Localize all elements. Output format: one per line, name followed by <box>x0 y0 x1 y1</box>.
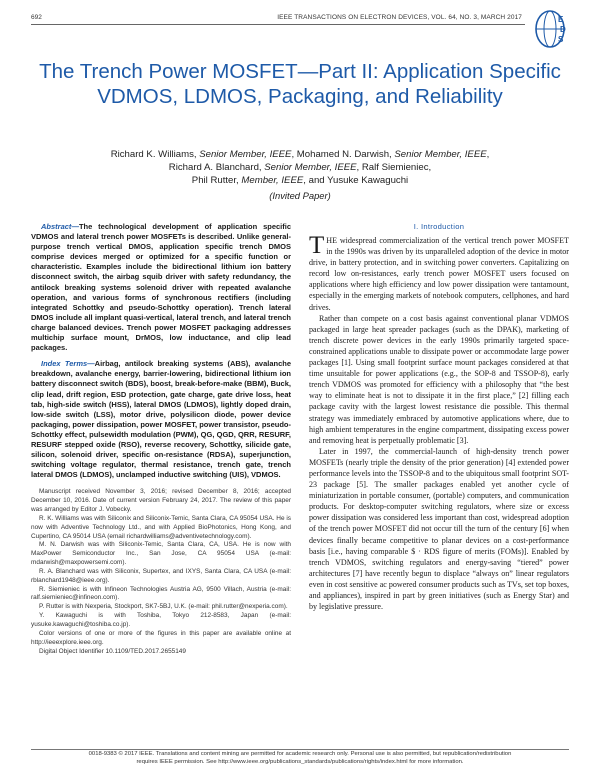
invited-paper-label: (Invited Paper) <box>269 190 331 201</box>
footnote: R. Siemieniec is with Infineon Technologies Austria AG, 9500 Villach, Austria (e-mail: ralf.siemieniec@infineon.com). <box>31 585 291 602</box>
header-rule <box>31 24 525 25</box>
index-terms-text: Airbag, antilock breaking systems (ABS), avalanche breakdown, avalanche energy, barrier-lowering, bidirectional lithium ion battery disconnect switch (BDS), boost, break-before-make (BBM), Buck, clip lead, drift region, ESD protection, gate charge, gate drive loss, heat tab, high-side switch (HSS), lateral DMOS (LDMOS), lightly doped drain, low-side switch (LSS), motor drive, polysilicon diode, power device packaging, power dissipation, power MOSFET, power transistor, pseudo-Schottky effect, pulsewidth modulation (PWM), QG, QGD, QRR, RESURF, RESURF stepped oxide (RSO), reverse recovery, Schottky, silicide gate, silicon, solenoid driver, specific on-resistance (RDSA), superjunction, switching voltage regulator, thermal resistance, trench gate, trench lateral DMOS (LDMOS), unclamped inductive switching (UIS), VDMOS. <box>31 359 291 480</box>
footer-rule <box>31 749 569 750</box>
footnote: R. A. Blanchard was with Siliconix, Supertex, and IXYS, Santa Clara, CA USA (e-mail: rblanchard1948@ieee.org). <box>31 567 291 584</box>
logo-letter-d: D <box>560 25 566 34</box>
footnote: Manuscript received November 3, 2016; revised December 8, 2016; accepted December 10, 2016. Date of current version February 24, 2017. The review of this paper was arranged by Editor J. Vobecky. <box>31 488 291 514</box>
paragraph-text: HE widespread commercialization of the vertical trench power MOSFET in the 1990s was driven by its unparalleled adoption of the device in motor drive, in battery protection, and in switching power converters. Capitalizing on record low on-resistances, early trench power MOSFET users focused on applications where high efficiency and low power dissipation were tantamount, especially in the emerging markets of notebook computers, cellphones, and hard drives. <box>309 236 569 312</box>
copyright-footer <box>31 751 569 767</box>
eds-logo-icon <box>532 8 572 50</box>
intro-paragraph-2: Rather than compete on a cost basis against conventional planar VDMOS packaged in large heat spreader packages (such as the DPAK), marketing of trench discrete power devices in the early 1990s primarily targeted space-constrained applications unable to dissipate power or accommodate large power packages [1]. Using small footprint surface mount packages considered at that time unsuitable for power applications (e.g., the SOP-8 and TSSOP-8), early trench VDMOS was promoted for efficiency with a philosophy that “the best way to eliminate heat is not to dissipate it in the first place,” [2] filling each package cavity with the largest lowest resistance die possible. This thermal strategy was immediately embraced by automotive applications where, due to high ambient temperatures in the engine compartment, dissipating excess power and removing heat is perpetually problematic [3]. <box>309 313 569 445</box>
journal-header: IEEE TRANSACTIONS ON ELECTRON DEVICES, VOL. 64, NO. 3, MARCH 2017 <box>277 14 522 21</box>
footnote: R. K. Williams was with Siliconix and Siliconix-Temic, Santa Clara, CA 95054 USA. He is now with Adventive Technology Ltd., and with Applied BioPhotonics, Hong Kong, and Cupertino, CA 95014 USA (email richardwilliams@adventivetechnology.com). <box>31 514 291 540</box>
abstract: Abstract—The technological development of application specific VDMOS and lateral trench power MOSFETs is described. Unlike general-purpose trench vertical DMOS, application specific trench DMOS comprise devices merged or optimized for a specific function or characteristic. Examples include the bidirectional lithium ion battery disconnect switch, the airbag squib driver with safety redundancy, the antilock breaking systems solenoid driver with repeated avalanche operation, and various forms of synchronous rectifiers (including integrated Schottky and pseudo-Schottky operation). Trench lateral DMOS include all implant quasi-vertical, lateral trench, and lateral trench charge balanced devices. Trench power MOSFET packaging addresses multichip surface mount, DrMOS, low inductance, and clip lead packages. <box>31 222 291 353</box>
logo-letter-s: S <box>558 35 564 44</box>
author-role: Senior Member, IEEE <box>264 162 357 173</box>
author-role: Senior Member, IEEE <box>199 149 292 160</box>
intro-paragraph-1 <box>309 232 569 313</box>
index-terms: Index Terms—Airbag, antilock breaking systems (ABS), avalanche breakdown, avalanche energy, barrier-lowering, bidirectional lithium ion battery disconnect switch (BDS), boost, break-before-make (BBM), Buck, clip lead, drift region, ESD protection, gate charge, gate drive loss, heat tab, high-side switch (HSS), lateral DMOS (LDMOS), lightly doped drain, low-side switch (LSS), motor drive, polysilicon diode, power device packaging, power dissipation, power MOSFET, power transistor, pseudo-Schottky effect, pulsewidth modulation (PWM), QG, QGD, QRR, RESURF, RESURF stepped oxide (RSO), reverse recovery, Schottky, silicide gate, silicon, solenoid driver, specific on-resistance (RDSA), superjunction, switching voltage regulator, thermal resistance, trench gate, trench lateral DMOS (LDMOS), unclamped inductive switching (UIS), VDMOS. <box>31 359 291 480</box>
author-role: Member, IEEE <box>241 175 304 186</box>
drop-cap: T <box>309 232 325 259</box>
footer-line: requires IEEE permission. See http://www.ieee.org/publications_standards/publications/rights/index.html for more information. <box>136 758 464 765</box>
intro-paragraph-3: Later in 1997, the commercial-launch of high-density trench power MOSFETs (nearly triple the density of the prior generation) [4] extended power performance levels into the TSSOP-8 and to the ubiquitous small footprint SOT-23 package [5]. The smaller packages enabled yet another cycle of miniaturization in portable consumer, (portable) computers, and communication products. For desktop-computer switching regulators, where size or excess power dissipation was considered less important than cost, widespread adoption of the trench power MOSFET did not occur till the turn of the century [6] when devices finally became competitive to planar devices on a cost-performance basis [i.e., having comparable $ · RDS figure of merits (FOMs)]. Enabled by trench VDMOS, switching regulators and energy-saving “tiered” power architectures [7] have recently begun to displace “always on” linear regulators even in cost sensitive ac powered consumer products such as TVs, set top boxes, and appliances), inspired in part by green initiatives (such as Energy Star) and by legislative pressure. <box>309 446 569 612</box>
footnote: Digital Object Identifier 10.1109/TED.2017.2655149 <box>39 647 186 655</box>
author-name: Phil Rutter, <box>191 175 239 186</box>
index-terms-label: Index Terms <box>41 359 88 369</box>
left-column <box>31 222 291 656</box>
abstract-text: The technological development of application specific VDMOS and lateral trench power MOSFETs is described. Unlike general-purpose trench vertical DMOS, application specific trench DMOS comprise devices merged or optimized for a specific function or characteristic. Examples include the bidirectional lithium ion battery disconnect switch, the airbag squib driver with safety redundancy, the antilock breaking systems solenoid driver with repeated avalanche operation, and various forms of synchronous rectifiers (including integrated Schottky and pseudo-Schottky operation). Trench lateral DMOS include all implant quasi-vertical, lateral trench, and lateral trench charge balanced devices. Trench power MOSFET packaging addresses multichip surface mount, DrMOS, low inductance, and clip lead packages. <box>31 222 291 353</box>
footer-line: 0018-9383 © 2017 IEEE. Translations and content mining are permitted for academic research only. Personal use is also permitted, but republication/redistribution <box>88 751 512 757</box>
author-list: Richard K. Williams, Senior Member, IEEE, Mohamed N. Darwish, Senior Member, IEEE, Richard A. Blanchard, Senior Member, IEEE, Ralf Siemieniec, Phil Rutter, Member, IEEE, and Yusuke Kawaguchi <box>110 149 490 186</box>
author-name: Ralf Siemieniec, <box>361 162 432 173</box>
page-number: 692 <box>31 14 42 21</box>
footnote: P. Rutter is with Nexperia, Stockport, SK7-5BJ, U.K. (e-mail: phil.rutter@nexperia.com). <box>39 603 288 611</box>
author-name: Richard A. Blanchard, <box>168 162 262 173</box>
abstract-label: Abstract <box>41 222 72 231</box>
logo-letter-e: E <box>558 15 564 24</box>
author-role: Senior Member, IEEE <box>394 149 487 160</box>
right-column <box>309 222 569 612</box>
author-name: and Yusuke Kawaguchi <box>308 175 409 186</box>
author-name: Richard K. Williams, <box>110 149 197 160</box>
section-heading: I. Introduction <box>413 222 465 231</box>
footnotes <box>31 488 291 656</box>
paper-title: The Trench Power MOSFET—Part II: Application Specific VDMOS, LDMOS, Packaging, and Reliability <box>39 60 561 108</box>
footnote: Color versions of one or more of the figures in this paper are available online at http://ieeexplore.ieee.org. <box>31 629 291 646</box>
author-name: Mohamed N. Darwish, <box>296 149 392 160</box>
footnote: Y. Kawaguchi is with Toshiba, Tokyo 212-8583, Japan (e-mail: yusuke.kawaguchi@toshiba.co.jp). <box>31 612 291 628</box>
footnote: M. N. Darwish was with Siliconix-Temic, Santa Clara, CA, USA. He is now with MaxPower Semiconductor Inc., San Jose, CA 95054 USA (e-mail: mdarwish@maxpowersemi.com). <box>31 541 291 567</box>
